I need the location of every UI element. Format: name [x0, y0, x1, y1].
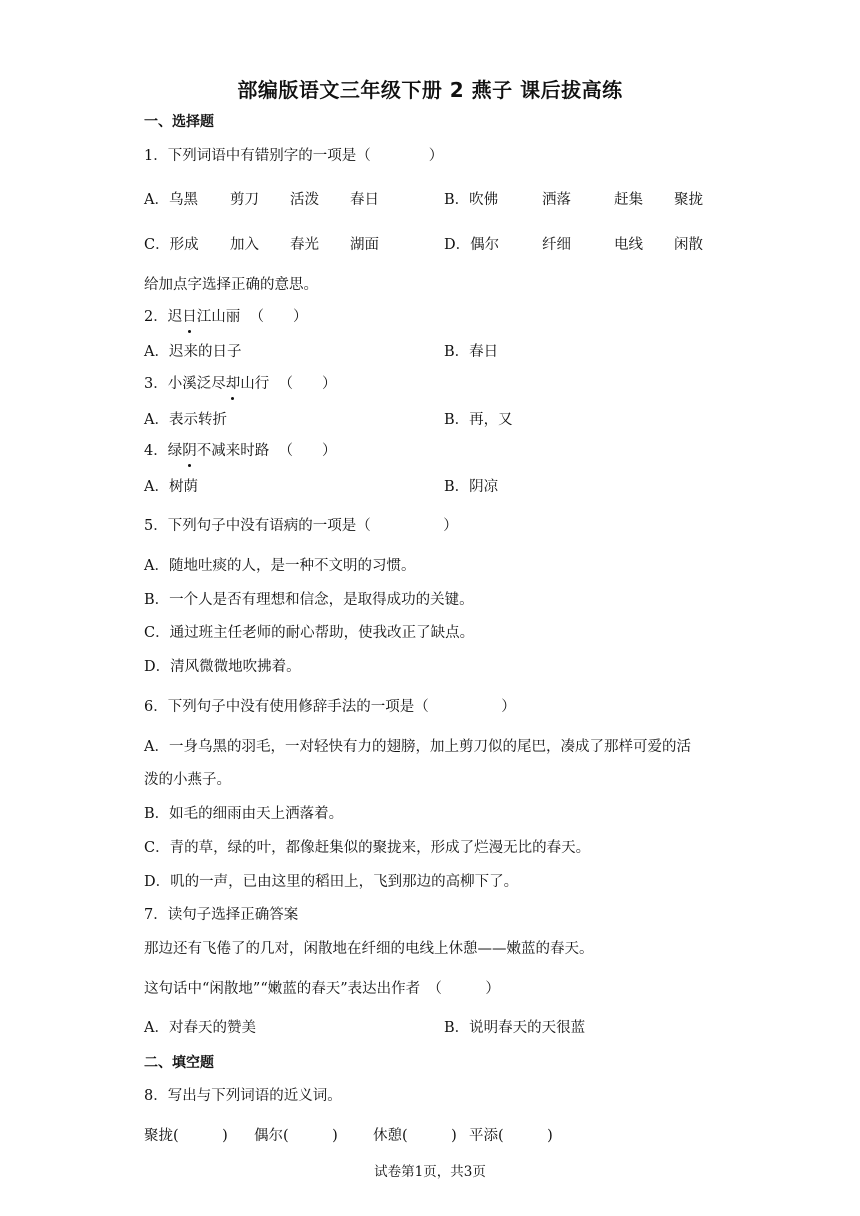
option-b-word-1: B．吹佛: [444, 192, 499, 208]
question-5-option-b: B．一个人是否有理想和信念，是取得成功的关键。: [144, 592, 474, 608]
option-b-word-2: 洒落: [542, 192, 571, 208]
dotted-character: 却: [225, 376, 241, 392]
option-d-word-1: D．偶尔: [444, 237, 500, 253]
question-text: 3．小溪泛尽: [144, 376, 226, 392]
question-5-option-a: A．随地吐痰的人，是一种不文明的习惯。: [144, 558, 416, 574]
question-2-option-a: A．迟来的日子: [144, 344, 242, 360]
question-8-stem: 8．写出与下列词语的近义词。: [144, 1088, 342, 1104]
question-2-stem: [144, 307, 307, 327]
option-b-word-3: 赶集: [614, 192, 643, 208]
synonym-blank-3[interactable]: 休憩( ): [373, 1128, 457, 1144]
question-5-option-c: C．通过班主任老师的耐心帮助，使我改正了缺点。: [144, 625, 475, 641]
question-6-option-c: C．青的草，绿的叶，都像赶集似的聚拢来，形成了烂漫无比的春天。: [144, 840, 591, 856]
question-5-stem: 5．下列句子中没有语病的一项是（ ）: [144, 518, 458, 534]
question-4-stem: [144, 441, 336, 461]
dotted-character: 日: [182, 309, 197, 325]
page-footer: 试卷第1页，共3页: [374, 1164, 486, 1180]
question-text: 不减来时路: [196, 443, 270, 459]
section-heading-fill: 二、填空题: [144, 1055, 214, 1071]
question-2-option-b: B．春日: [444, 344, 499, 360]
question-1-row-ab: [144, 190, 744, 210]
synonym-blank-4[interactable]: 平添( ): [469, 1128, 553, 1144]
question-7-stem: 7．读句子选择正确答案: [144, 907, 299, 923]
dotted-character: 阴: [182, 443, 197, 459]
question-3-option-b: B．再，又: [444, 412, 513, 428]
question-number: 2．: [144, 309, 168, 325]
answer-blank: （ ）: [278, 376, 337, 392]
question-7-sentence: 那边还有飞倦了的几对，闲散地在纤细的电线上休憩——嫩蓝的春天。: [144, 941, 594, 957]
question-text: 山行: [240, 376, 270, 392]
synonym-blank-1[interactable]: 聚拢( ): [144, 1128, 228, 1144]
option-c-word-4: 湖面: [350, 237, 379, 253]
option-a-word-3: 活泼: [290, 192, 319, 208]
option-d-word-2: 纤细: [542, 237, 571, 253]
question-4-option-b: B．阴凉: [444, 479, 499, 495]
synonym-blank-2[interactable]: 偶尔( ): [254, 1128, 338, 1144]
question-6-option-d: D．叽的一声，已由这里的稻田上，飞到那边的高柳下了。: [144, 874, 519, 890]
option-a-word-1: A．乌黑: [144, 192, 198, 208]
question-7-question: 这句话中“闲散地”“嫩蓝的春天”表达出作者 （ ）: [144, 981, 500, 997]
question-6-option-b: B．如毛的细雨由天上洒落着。: [144, 806, 344, 822]
question-6-stem: 6．下列句子中没有使用修辞手法的一项是（ ）: [144, 699, 516, 715]
option-a-word-2: 剪刀: [230, 192, 259, 208]
question-1-row-cd: [144, 235, 744, 255]
option-c-word-2: 加入: [230, 237, 259, 253]
option-a-word-4: 春日: [350, 192, 379, 208]
answer-blank: （ ）: [249, 309, 308, 325]
question-text: 迟: [167, 309, 183, 325]
instruction-text: 给加点字选择正确的意思。: [144, 277, 318, 293]
question-5-option-d: D．清风微微地吹拂着。: [144, 659, 301, 675]
question-6-option-a-continued: 泼的小燕子。: [144, 772, 231, 788]
option-c-word-3: 春光: [290, 237, 319, 253]
question-7-option-a: A．对春天的赞美: [144, 1020, 256, 1036]
option-d-word-4: 闲散: [674, 237, 703, 253]
question-3-option-a: A．表示转折: [144, 412, 227, 428]
question-1-stem: 1．下列词语中有错别字的一项是（ ）: [144, 148, 444, 164]
question-3-stem: [144, 374, 336, 394]
question-7-option-b: B．说明春天的天很蓝: [444, 1020, 586, 1036]
section-heading-choice: 一、选择题: [144, 114, 214, 130]
answer-blank: （ ）: [278, 443, 337, 459]
question-text: 4．绿: [144, 443, 183, 459]
option-d-word-3: 电线: [614, 237, 643, 253]
option-b-word-4: 聚拢: [674, 192, 703, 208]
option-c-word-1: C．形成: [144, 237, 199, 253]
page-title: 部编版语文三年级下册 2 燕子 课后拔高练: [237, 78, 623, 102]
question-6-option-a: A．一身乌黑的羽毛，一对轻快有力的翅膀，加上剪刀似的尾巴，凑成了那样可爱的活: [144, 739, 691, 755]
question-4-option-a: A．树荫: [144, 479, 198, 495]
question-text: 江山丽: [196, 309, 241, 325]
question-8-items: [144, 1126, 644, 1146]
